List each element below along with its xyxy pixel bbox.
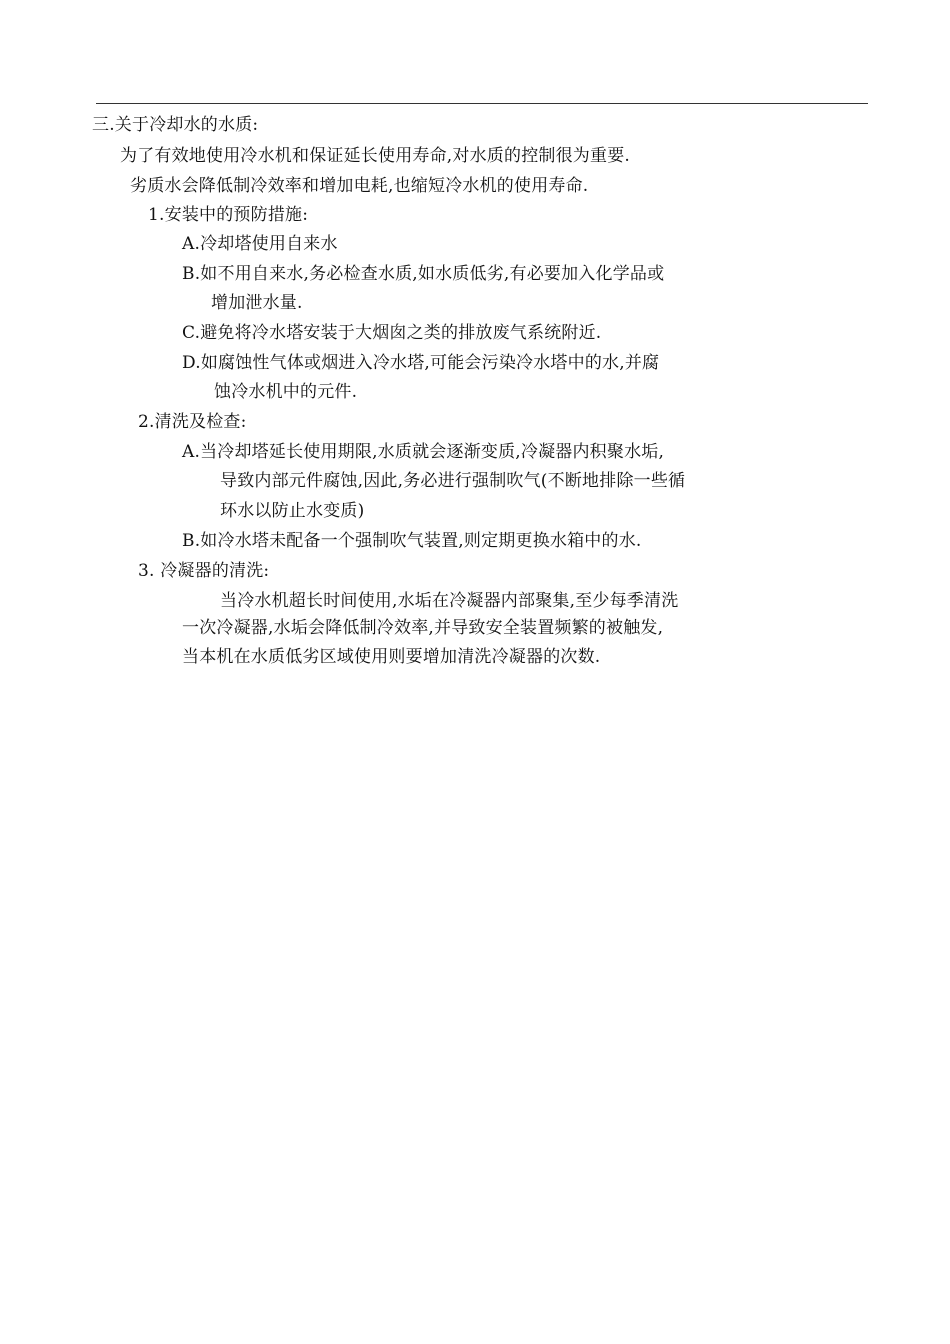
install-heading: 1.安装中的预防措施: xyxy=(148,205,309,225)
install-item-a: A.冷却塔使用自来水 xyxy=(182,234,338,254)
install-item-b-line-1: B.如不用自来水,务必检查水质,如水质低劣,有必要加入化学品或 xyxy=(182,264,665,284)
cleaning-heading: 2.清洗及检查: xyxy=(138,412,247,432)
install-item-d-line-1: D.如腐蚀性气体或烟进入冷水塔,可能会污染冷水塔中的水,并腐 xyxy=(182,353,660,373)
install-item-b-line-2: 增加泄水量. xyxy=(211,293,303,313)
install-item-d-line-2: 蚀冷水机中的元件. xyxy=(214,382,358,402)
install-item-c: C.避免将冷水塔安装于大烟囱之类的排放废气系统附近. xyxy=(182,323,602,343)
cleaning-item-a-line-1: A.当冷却塔延长使用期限,水质就会逐渐变质,冷凝器内积聚水垢, xyxy=(182,442,665,462)
section-title: 三.关于冷却水的水质: xyxy=(92,115,259,135)
condenser-line-3: 当本机在水质低劣区域使用则要增加清洗冷凝器的次数. xyxy=(182,647,601,667)
header-rule xyxy=(96,103,868,104)
intro-line-1: 为了有效地使用冷水机和保证延长使用寿命,对水质的控制很为重要. xyxy=(120,146,631,166)
condenser-line-1: 当冷水机超长时间使用,水垢在冷凝器内部聚集,至少每季清洗 xyxy=(220,591,679,611)
intro-line-2: 劣质水会降低制冷效率和增加电耗,也缩短冷水机的使用寿命. xyxy=(130,176,589,196)
cleaning-item-b: B.如冷水塔未配备一个强制吹气装置,则定期更换水箱中的水. xyxy=(182,531,642,551)
cleaning-item-a-line-2: 导致内部元件腐蚀,因此,务必进行强制吹气(不断地排除一些循 xyxy=(220,471,686,491)
condenser-heading: 3. 冷凝器的清洗: xyxy=(138,561,270,581)
condenser-line-2: 一次冷凝器,水垢会降低制冷效率,并导致安全装置频繁的被触发, xyxy=(182,618,664,638)
cleaning-item-a-line-3: 环水以防止水变质) xyxy=(220,501,365,521)
